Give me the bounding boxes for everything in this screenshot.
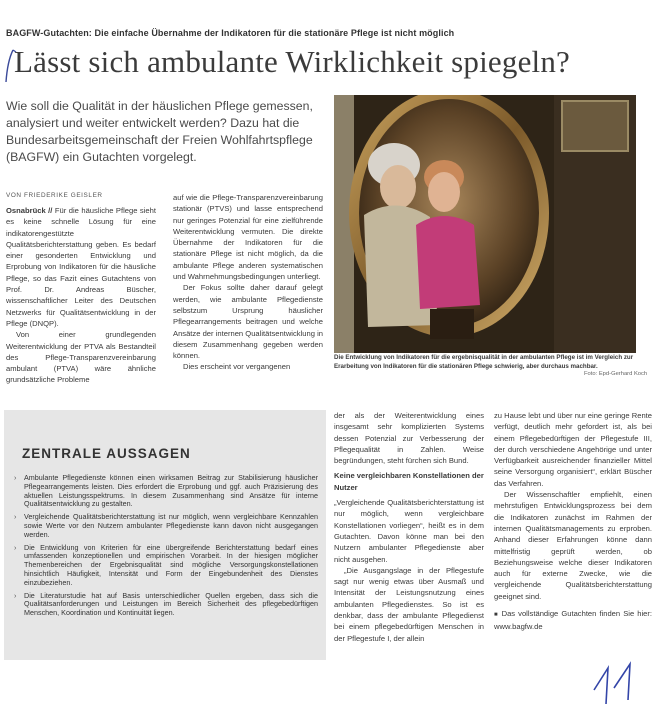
photo-caption: Die Entwicklung von Indikatoren für die ergebnisqualität in der ambulanten Pflege ist im Vergleich zur Erarbeitung von Indikatoren für die stationären Pflege schwierig, aber durchaus machbar. [334, 354, 634, 370]
paragraph: Für die häusliche Pflege sieht es keine schnelle Lösung für eine indikatorengestützte Qualitätsberichterstattung geben. Es bedarf einer gesonderten Entwicklung und Erprobung von Indikatoren für die häusliche Pflege, so das Fazit eines Gutachtens von Prof. Dr. Andreas Büscher, wissenschaftlicher Leiter des Deutschen Netzwerks für Qualitätsentwicklung in der Pflege (DNQP). [6, 206, 156, 328]
text-column-2 [173, 192, 323, 373]
paragraph: auf wie die Pflege-Transparenzvereinbarung stationär (PTVS) und lasse entsprechend nur geringes Potenzial für eine zielführende Weiterentwicklung vermuten. Die direkte Übernahme der Indikatoren für die stationäre Pflege ist nicht möglich, da die ambulante Pflege anderen systematischen und Wahrnehmungsbedingungen unterliegt. [173, 193, 323, 282]
text-column-1 [6, 205, 156, 386]
paragraph: Dies erscheint vor vergangenen [183, 362, 291, 372]
article-photo [334, 95, 636, 353]
list-item: › Die Literaturstudie hat auf Basis unterschiedlicher Quellen ergeben, dass sich die Qualitätsanforderungen und Leistungen im Bereich Sicherheit des pflegebedürftigen Menschen, Koordination und Kontinuität liegen. [12, 592, 318, 618]
paragraph: Der Fokus sollte daher darauf gelegt werden, wie ambulante Pflegedienste selbstzum Ursprung häuslicher Pflegearrangements beitragen und welche Ansätze der internen Qualitätsentwicklung in diesem Zusammenhang gegeben werden können. [173, 283, 323, 361]
article-kicker: BAGFW-Gutachten: Die einfache Übernahme der Indikatoren für die stationäre Pflege ist nicht möglich [6, 28, 455, 38]
article-headline: Lässt sich ambulante Wirklichkeit spiegeln? [14, 44, 571, 79]
text-column-3 [334, 410, 484, 644]
byline: VON FRIEDERIKE GEISLER [6, 192, 103, 199]
photo-illustration [334, 95, 636, 353]
paragraph: der als der Weiterentwicklung eines insgesamt sehr komplizierten Systems dessen Potenzial zur Verbesserung der Pflegequalität in Zahlen. Weise begründungen, steht fürchen sich Bund. [334, 411, 484, 466]
paragraph: „Vergleichende Qualitätsberichterstattung ist nur möglich, wenn vergleichbare Konstellationen vorliegen“, heißt es in dem Gutachten. Davon könne man bei den Nutzern ambulanter Pflegedienste aber nicht ausgehen. [334, 498, 484, 564]
paragraph: Der Wissenschaftler empfiehlt, einen mehrstufigen Entwicklungsprozess bei dem die Indikatoren zunächst im Rahmen der internen Qualitätsmanagements zu erproben. Anhand dieser Erfahrungen könne dann mittelfristig geprüft werden, ob Beziehungsweise welche dieser Indikatoren auch für externe Zwecke, wie die vergleichende Qualitätsberichterstattung geeignet sind. [494, 490, 652, 601]
paragraph: „Die Ausgangslage in der Pflegestufe sagt nur wenig etwas über Ausmaß und Intensität der Leistungsnutzung eines ambulanten Pflegedienstes. So ist es denkbar, dass der ambulante Pflegedienst bei einem pflegebedürftigen Menschen in der Pflegestufe I, der allein [334, 565, 484, 643]
list-item: › Die Entwicklung von Kriterien für eine übergreifende Berichterstattung bedarf eines umfassenden konzeptionellen und empirischen Vorarbeit. In der hiesigen möglicher Themenbereichen der Ergebnisqualität sind mögliche Versorgungskonstellationen hinsichtlich Häufigkeit, Intensität und Form der Eingebundenheit des Dienstes einzubeziehen. [12, 544, 318, 588]
paragraph: Von einer grundlegenden Weiterentwicklung der PTVA als Bestandteil des Pflege-Transparenzvereinbarung ambulant (PTVA) wäre ähnliche grundsätzliche Probleme [6, 330, 156, 385]
dateline: Osnabrück // [6, 206, 53, 215]
list-item: › Ambulante Pflegedienste können einen wirksamen Beitrag zur Stabilisierung häuslicher Pflegearrangements leisten. Dies erfordert die Erprobung und ggf. auch Präzisierung des aktuellen Leistungsspektrums. In diesem Zusammenhang sind Ansätze für interne Qualitätsentwicklung zu gestalten. [12, 474, 318, 509]
paragraph: zu Hause lebt und über nur eine geringe Rente verfügt, deutlich mehr gefordert ist, als bei einem Pflegebedürftigen der Pflegestufe III, der durch verschiedene Angehörige und unter Verfügbarkeit ausreichender finanzieller Mittel seine Versorgung organisiert“, erklärt Büscher das Verfahren. [494, 411, 652, 488]
list-item: › Vergleichende Qualitätsberichterstattung ist nur möglich, wenn vergleichbare Kennzahlen sowie Werte vor den Nutzern ambulanter Pflegedienste kann davon nicht ausgegangen werden. [12, 513, 318, 539]
source-note: ■ Das vollständige Gutachten finden Sie hier: www.bagfw.de [494, 608, 652, 633]
article-lead: Wie soll die Qualität in der häuslichen Pflege gemessen, analysiert und weiter entwickelt werden? Dazu hat die Bundesarbeitsgemeinschaft der Freien Wohlfahrtspflege (BAGFW) ein Gutachten vorgelegt. [6, 99, 313, 164]
handwritten-page-mark [588, 660, 640, 708]
key-statements-list [12, 474, 318, 622]
photo-credit: Foto: Epd-Gerhard Koch [584, 371, 648, 377]
text-column-4 [494, 410, 652, 633]
section-subhead: Keine vergleichbaren Konstellationen der Nutzer [334, 471, 484, 492]
box-title: ZENTRALE AUSSAGEN [22, 446, 191, 461]
